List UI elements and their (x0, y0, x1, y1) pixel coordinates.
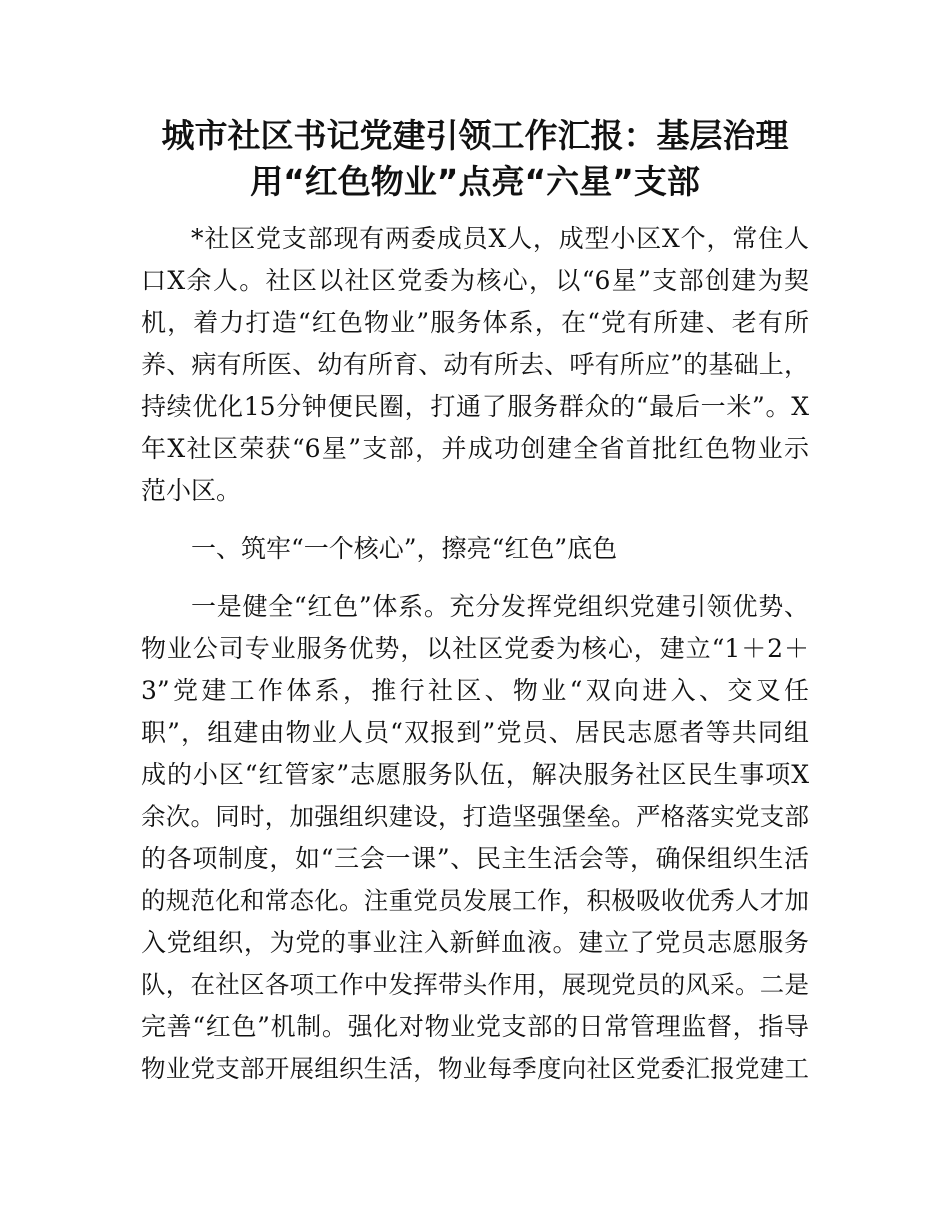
paragraph-line: 入党组织，为党的事业注入新鲜血液。建立了党员志愿服务 (141, 928, 809, 957)
paragraph-line: 成的小区“红管家”志愿服务队伍，解决服务社区民生事项X (141, 760, 809, 789)
document-title-line-2: 用“红色物业”点亮“六星”支部 (250, 162, 700, 201)
paragraph-line: 物业党支部开展组织生活，物业每季度向社区党委汇报党建工 (141, 1054, 809, 1083)
paragraph-line: 持续优化15分钟便民圈，打通了服务群众的“最后一米”。X (141, 392, 809, 421)
section-heading: 一、筑牢“一个核心”，擦亮“红色”底色 (191, 534, 618, 563)
paragraph-line: 一是健全“红色”体系。充分发挥党组织党建引领优势、 (191, 592, 809, 621)
paragraph-line: 年X社区荣获“6星”支部，并成功创建全省首批红色物业示 (141, 434, 809, 463)
paragraph-line: 队，在社区各项工作中发挥带头作用，展现党员的风采。二是 (141, 970, 809, 999)
paragraph-line: 物业公司专业服务优势，以社区党委为核心，建立“1＋2＋ (141, 634, 809, 663)
paragraph-line: 养、病有所医、幼有所育、动有所去、呼有所应”的基础上， (141, 350, 809, 379)
paragraph-line: 3”党建工作体系，推行社区、物业“双向进入、交叉任 (141, 676, 809, 705)
paragraph-line: 范小区。 (141, 476, 242, 505)
paragraph-line: *社区党支部现有两委成员X人，成型小区X个，常住人 (191, 224, 809, 253)
paragraph-line: 职”，组建由物业人员“双报到”党员、居民志愿者等共同组 (141, 718, 809, 747)
paragraph-line: 的各项制度，如“三会一课”、民主生活会等，确保组织生活 (141, 844, 809, 873)
paragraph-line: 机，着力打造“红色物业”服务体系，在“党有所建、老有所 (141, 308, 809, 337)
paragraph-line: 完善“红色”机制。强化对物业党支部的日常管理监督，指导 (141, 1012, 809, 1041)
document-title-line-1: 城市社区书记党建引领工作汇报：基层治理 (161, 116, 789, 155)
paragraph-line: 口X余人。社区以社区党委为核心，以“6星”支部创建为契 (141, 266, 809, 295)
paragraph-line: 余次。同时，加强组织建设，打造坚强堡垒。严格落实党支部 (141, 802, 809, 831)
paragraph-line: 的规范化和常态化。注重党员发展工作，积极吸收优秀人才加 (141, 886, 809, 915)
